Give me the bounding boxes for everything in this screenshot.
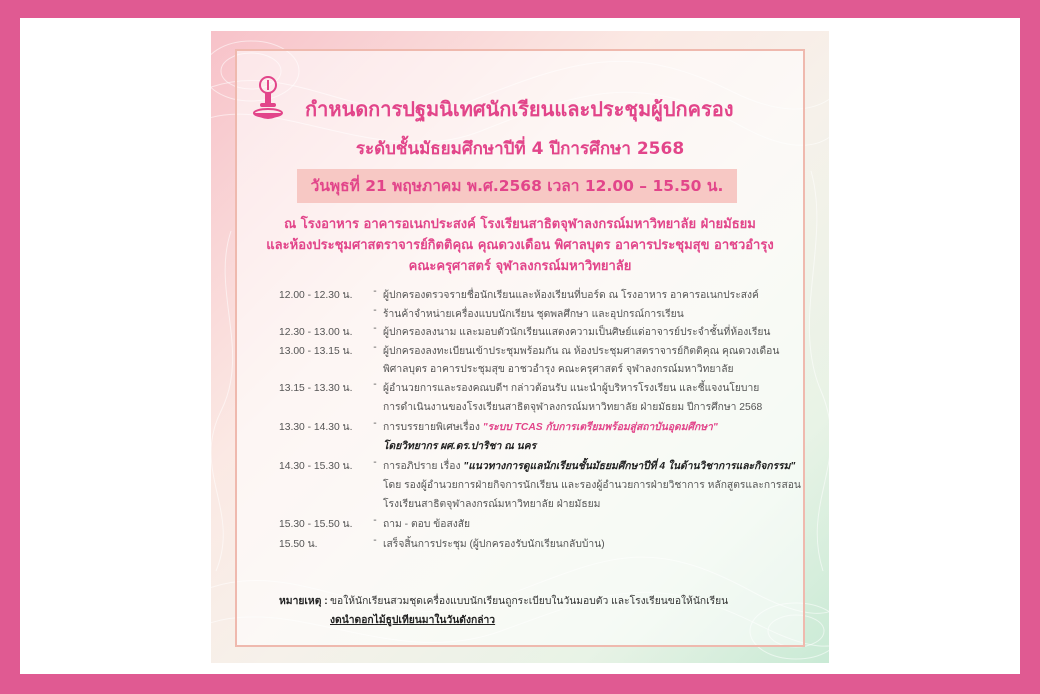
schedule-text: การดำเนินงานของโรงเรียนสาธิตจุฬาลงกรณ์มหาวิทยาลัย ฝ่ายมัธยม ปีการศึกษา 2568 [383, 402, 763, 413]
schedule-dash: - [373, 535, 377, 546]
schedule-text: ร้านค้าจำหน่ายเครื่องแบบนักเรียน ชุดพลศึกษา และอุปกรณ์การเรียน [383, 309, 684, 320]
schedule-item [383, 323, 770, 340]
schedule-text: โรงเรียนสาธิตจุฬาลงกรณ์มหาวิทยาลัย ฝ่ายมัธยม [383, 499, 601, 510]
schedule-time: 13.30 - 14.30 น. [279, 422, 353, 433]
note-text: ขอให้นักเรียนสวมชุดเครื่องแบบนักเรียนถูกระเบียบในวันมอบตัว และโรงเรียนขอให้นักเรียน [330, 596, 729, 607]
schedule-item [383, 379, 759, 396]
schedule-dash: - [373, 286, 377, 297]
schedule-item [383, 476, 801, 493]
schedule-time: 12.30 - 13.00 น. [279, 327, 353, 338]
schedule-item [383, 286, 759, 303]
venue-line: คณะครุศาสตร์ จุฬาลงกรณ์มหาวิทยาลัย [408, 259, 632, 274]
schedule-time: 15.30 - 15.50 น. [279, 519, 353, 530]
schedule-text: ผู้อำนวยการและรองคณบดีฯ กล่าวต้อนรับ แนะนำผู้บริหารโรงเรียน และชี้แจงนโยบาย [383, 383, 760, 394]
schedule-dash: - [373, 515, 377, 526]
schedule-text: เสร็จสิ้นการประชุม (ผู้ปกครองรับนักเรียนกลับบ้าน) [383, 539, 605, 550]
lamp-logo-icon [251, 75, 285, 127]
schedule-topic: "แนวทางการดูแลนักเรียนชั้นมัธยมศึกษาปีที่ 4 ในด้านวิชาการและกิจกรรม" [463, 461, 796, 472]
schedule-time: 15.50 น. [279, 539, 318, 550]
schedule-item [383, 457, 795, 474]
schedule-text: การบรรยายพิเศษเรื่อง [383, 422, 483, 433]
schedule-item [383, 495, 600, 512]
schedule-item [383, 418, 718, 435]
schedule-text: พิศาลบุตร อาคารประชุมสุข อาชวอำรุง คณะครุศาสตร์ จุฬาลงกรณ์มหาวิทยาลัย [383, 364, 734, 375]
schedule-item [383, 305, 684, 322]
schedule-dash: - [373, 323, 377, 334]
poster-title: กำหนดการปฐมนิเทศนักเรียนและประชุมผู้ปกครอง [305, 97, 734, 121]
schedule-dash: - [373, 305, 377, 316]
schedule-dash: - [373, 379, 377, 390]
schedule-item [383, 398, 762, 415]
schedule-dash: - [373, 418, 377, 429]
schedule-time: 14.30 - 15.30 น. [279, 461, 353, 472]
schedule-item [383, 437, 536, 454]
schedule-dash: - [373, 342, 377, 353]
schedule-item [383, 535, 605, 552]
schedule-dash: - [373, 457, 377, 468]
announcement-poster [211, 31, 829, 663]
schedule-text: การอภิปราย เรื่อง [383, 461, 464, 472]
schedule-item [383, 360, 734, 377]
poster-subtitle: ระดับชั้นมัธยมศึกษาปีที่ 4 ปีการศึกษา 2568 [355, 139, 685, 159]
venue-line: ณ โรงอาหาร อาคารอเนกประสงค์ โรงเรียนสาธิตจุฬาลงกรณ์มหาวิทยาลัย ฝ่ายมัธยม [284, 217, 756, 232]
note-text-emphasis: งดนำดอกไม้ธูปเทียนมาในวันดังกล่าว [330, 615, 496, 626]
schedule-item [383, 342, 779, 359]
schedule-topic: "ระบบ TCAS กับการเตรียมพร้อมสู่สถาบันอุดมศึกษา" [482, 422, 718, 433]
schedule-text: ถาม - ตอบ ข้อสงสัย [383, 519, 471, 530]
schedule-time: 12.00 - 12.30 น. [279, 290, 353, 301]
schedule-text: ผู้ปกครองลงนาม และมอบตัวนักเรียนแสดงความเป็นศิษย์แด่อาจารย์ประจำชั้นที่ห้องเรียน [383, 327, 771, 338]
venue-line: และห้องประชุมศาสตราจารย์กิตติคุณ คุณดวงเดือน พิศาลบุตร อาคารประชุมสุข อาชวอำรุง [266, 238, 774, 253]
schedule-item [383, 515, 470, 532]
schedule-time: 13.15 - 13.30 น. [279, 383, 353, 394]
schedule-time: 13.00 - 13.15 น. [279, 346, 353, 357]
date-time-bar: วันพุธที่ 21 พฤษภาคม พ.ศ.2568 เวลา 12.00 – 15.50 น. [297, 169, 737, 203]
note-label: หมายเหตุ : [279, 596, 328, 607]
schedule-text: ผู้ปกครองลงทะเบียนเข้าประชุมพร้อมกัน ณ ห้องประชุมศาสตราจารย์กิตติคุณ คุณดวงเดือน [383, 346, 780, 357]
schedule-topic: โดยวิทยากร ผศ.ดร.ปาริชา ณ นคร [383, 441, 537, 452]
schedule-text: ผู้ปกครองตรวจรายชื่อนักเรียนและห้องเรียนที่บอร์ด ณ โรงอาหาร อาคารอเนกประสงค์ [383, 290, 759, 301]
schedule-text: โดย รองผู้อำนวยการฝ่ายกิจการนักเรียน และรองผู้อำนวยการฝ่ายวิชาการ หลักสูตรและการสอน [383, 480, 801, 491]
